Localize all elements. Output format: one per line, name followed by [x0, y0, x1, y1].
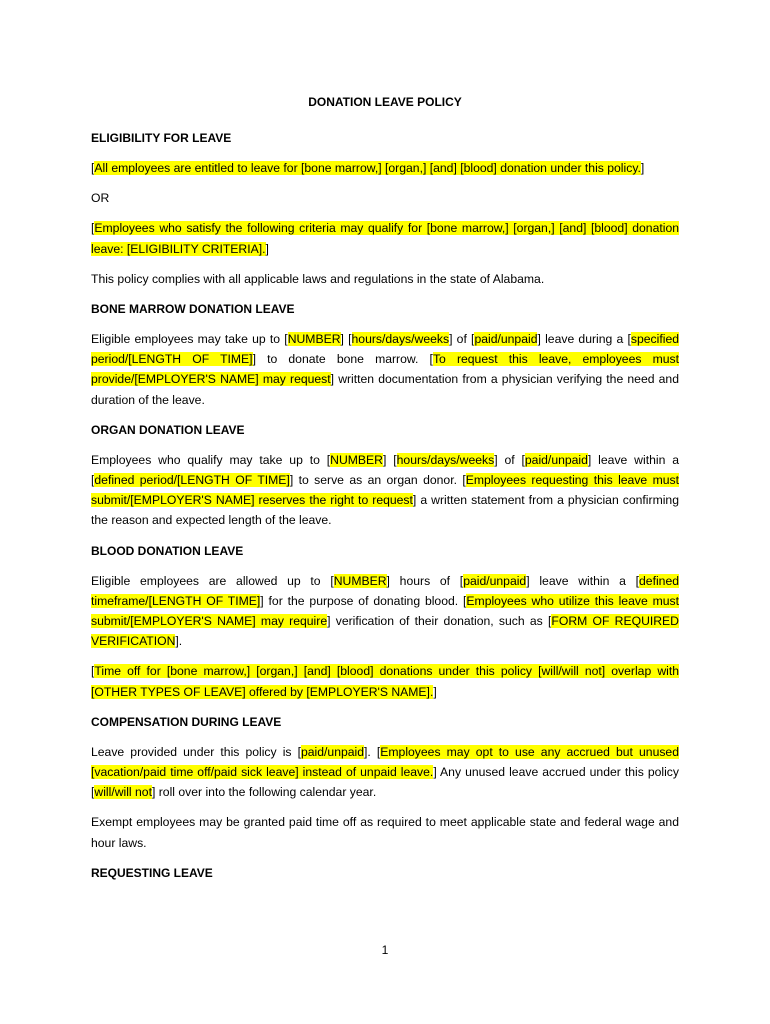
placeholder-highlight: FORM OF REQUIRED VERIFICATION [91, 614, 679, 649]
placeholder-highlight: paid/unpaid [300, 744, 365, 759]
placeholder-highlight: paid/unpaid [474, 332, 538, 347]
paragraph [91, 571, 679, 652]
paragraph-text: Eligible employees are allowed up to [ [91, 573, 334, 588]
placeholder-highlight: hours/days/weeks [396, 452, 495, 467]
paragraph [91, 661, 679, 701]
paragraph [91, 269, 679, 289]
paragraph-text: ]. [175, 634, 183, 649]
paragraph-text: ] [ [340, 332, 352, 347]
placeholder-highlight: All employees are entitled to leave for [bone marrow,] [organ,] [and] [blood] donation under this policy. [94, 161, 641, 175]
page-title: DONATION LEAVE POLICY [308, 95, 462, 109]
placeholder-highlight: defined timeframe/[LENGTH OF TIME] [91, 573, 679, 608]
paragraph-text: ] to serve as an organ donor. [ [289, 473, 466, 488]
placeholder-highlight: Employees may opt to use any accrued but unused [vacation/paid time off/paid sick leave] instead of unpaid leave. [91, 744, 679, 780]
section-heading: ELIGIBILITY FOR LEAVE [91, 131, 232, 145]
paragraph [91, 188, 679, 208]
paragraph-text: [ [91, 664, 95, 679]
paragraph-text: ] leave within a [ [91, 452, 679, 488]
paragraph-text: ] leave during a [ [537, 332, 631, 347]
document-body [91, 92, 679, 893]
paragraph-text: Eligible employees may take up to [ [91, 332, 288, 347]
paragraph-text: ] roll over into the following calendar year. [151, 785, 377, 800]
placeholder-highlight: paid/unpaid [463, 573, 527, 588]
paragraph-text: Exempt employees may be granted paid time off as required to meet applicable state and federal wage and hour laws. [91, 815, 679, 850]
paragraph-text: ] of [ [449, 332, 475, 347]
placeholder-highlight: hours/days/weeks [351, 332, 450, 347]
paragraph-text: ] [640, 161, 645, 175]
section-heading: ORGAN DONATION LEAVE [91, 422, 245, 437]
placeholder-highlight: NUMBER [330, 452, 383, 467]
placeholder-highlight: will/will not [94, 785, 152, 800]
paragraph [91, 450, 679, 531]
paragraph-text: ] a written statement from a physician confirming the reason and expected length of the leave. [91, 493, 679, 528]
paragraph-text: ] [ [382, 452, 397, 467]
paragraph-text: Leave provided under this policy is [ [91, 744, 301, 759]
paragraph [91, 812, 679, 852]
paragraph [91, 329, 679, 410]
section-heading: BONE MARROW DONATION LEAVE [91, 302, 295, 317]
paragraph [91, 218, 679, 258]
paragraph-text: ]. [ [364, 744, 381, 759]
paragraph-text: [ [91, 221, 95, 236]
placeholder-highlight: defined period/[LENGTH OF TIME] [94, 473, 290, 488]
paragraph-text: [ [91, 161, 95, 175]
section-heading: REQUESTING LEAVE [91, 865, 213, 880]
paragraph-text: ] [433, 684, 437, 699]
paragraph [91, 158, 679, 178]
section-heading: BLOOD DONATION LEAVE [91, 543, 244, 558]
page-number: 1 [381, 943, 389, 957]
placeholder-highlight: Time off for [bone marrow,] [organ,] [and] [blood] donations under this policy [will/will not] overlap with [OTHER TYPES OF LEAVE] offered by [EMPLOYER'S NAME]. [91, 664, 679, 699]
placeholder-highlight: NUMBER [333, 573, 387, 588]
paragraph-text: ] to donate bone marrow. [ [252, 352, 433, 367]
paragraph-text: ] hours of [ [386, 573, 464, 588]
placeholder-highlight: NUMBER [287, 332, 341, 347]
placeholder-highlight: Employees who satisfy the following criteria may qualify for [bone marrow,] [organ,] [and] [blood] donation leave: [ELIGIBILITY CRITERIA]. [91, 221, 679, 256]
paragraph-text: ] for the purpose of donating blood. [ [260, 593, 467, 608]
placeholder-highlight: paid/unpaid [524, 452, 588, 467]
paragraph-text: This policy complies with all applicable laws and regulations in the state of Alabama. [91, 271, 545, 286]
section-heading: COMPENSATION DURING LEAVE [91, 714, 282, 729]
placeholder-highlight: Employees who utilize this leave must submit/[EMPLOYER'S NAME] may require [91, 593, 679, 629]
placeholder-highlight: Employees requesting this leave must submit/[EMPLOYER'S NAME] reserves the right to request [91, 473, 680, 508]
paragraph-text: ] Any unused leave accrued under this policy [ [91, 765, 679, 800]
paragraph [91, 742, 679, 803]
paragraph-text: ] written documentation from a physician verifying the need and duration of the leave. [91, 372, 679, 407]
paragraph-text: OR [91, 191, 110, 206]
paragraph-text: ] verification of their donation, such as [ [327, 614, 552, 629]
paragraph-text: ] [265, 241, 269, 256]
paragraph-text: ] of [ [494, 452, 525, 467]
paragraph-text: ] leave within a [ [526, 573, 640, 588]
paragraph-text: Employees who qualify may take up to [ [91, 452, 331, 467]
placeholder-highlight: To request this leave, employees must provide/[EMPLOYER'S NAME] may request [91, 352, 679, 387]
placeholder-highlight: specified period/[LENGTH OF TIME] [91, 332, 680, 367]
